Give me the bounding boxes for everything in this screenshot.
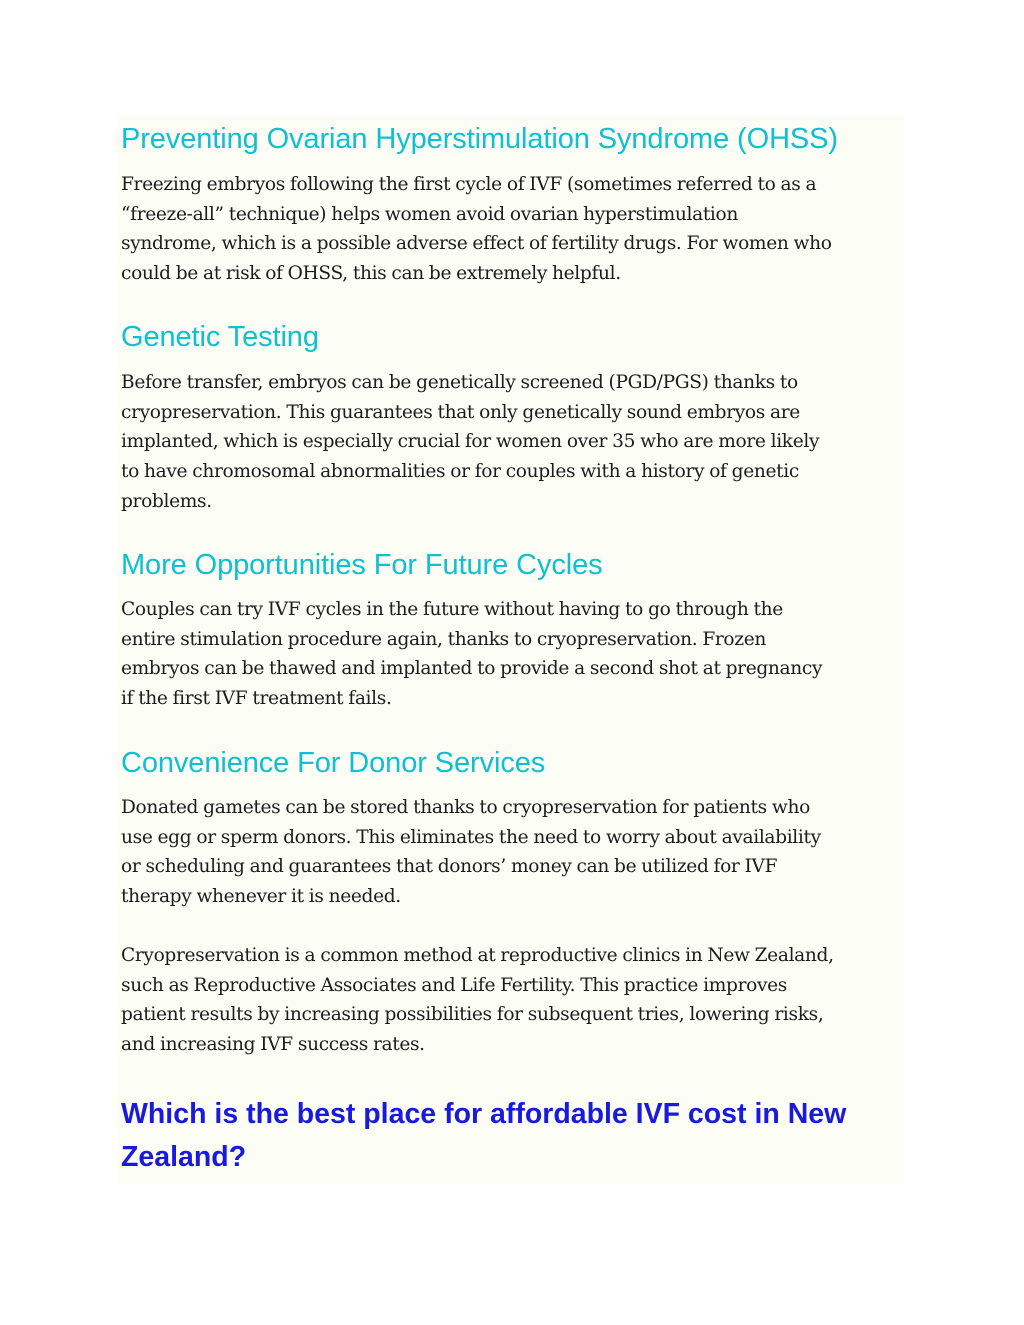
heading-genetic-testing: Genetic Testing [121,321,319,353]
paragraph-line: Freezing embryos following the first cycle of IVF (sometimes referred to as a [121,174,817,195]
paragraph-future-cycles [121,595,911,714]
paragraph-line: entire stimulation procedure again, thanks to cryopreservation. Frozen [121,628,766,650]
paragraph-line: cryopreservation. This guarantees that only genetically sound embryos are [121,401,800,423]
paragraph-line: if the first IVF treatment fails. [121,688,392,710]
heading-best-place-question [121,1093,911,1179]
paragraph-line: Donated gametes can be stored thanks to cryopreservation for patients who [121,797,810,818]
paragraph-line: such as Reproductive Associates and Life Fertility. This practice improves [121,974,787,996]
paragraph-line: and increasing IVF success rates. [121,1034,425,1056]
heading-line: Zealand? [121,1141,247,1173]
heading-line: Which is the best place for affordable IVF cost in New [121,1098,847,1130]
paragraph-line: embryos can be thawed and implanted to provide a second shot at pregnancy [121,658,823,680]
paragraph-line: patient results by increasing possibilities for subsequent tries, lowering risks, [121,1004,824,1026]
paragraph-ohss [121,170,911,289]
paragraph-line: could be at risk of OHSS, this can be extremely helpful. [121,263,621,285]
paragraph-line: or scheduling and guarantees that donors’ money can be utilized for IVF [121,856,778,878]
paragraph-line: syndrome, which is a possible adverse effect of fertility drugs. For women who [121,233,832,255]
heading-ohss: Preventing Ovarian Hyperstimulation Syndrome (OHSS) [121,123,838,155]
paragraph-line: Couples can try IVF cycles in the future without having to go through the [121,599,783,620]
paragraph-line: use egg or sperm donors. This eliminates the need to worry about availability [121,826,821,848]
paragraph-genetic-testing [121,368,911,517]
paragraph-closing [121,941,911,1060]
article-panel [117,116,904,1184]
paragraph-donor-services [121,793,911,912]
paragraph-line: Cryopreservation is a common method at reproductive clinics in New Zealand, [121,945,834,966]
paragraph-line: problems. [121,490,212,512]
heading-future-cycles: More Opportunities For Future Cycles [121,549,603,581]
paragraph-line: therapy whenever it is needed. [121,886,401,908]
paragraph-line: Before transfer, embryos can be genetically screened (PGD/PGS) thanks to [121,372,798,393]
paragraph-line: to have chromosomal abnormalities or for couples with a history of genetic [121,461,799,483]
heading-donor-services: Convenience For Donor Services [121,747,546,779]
paragraph-line: implanted, which is especially crucial for women over 35 who are more likely [121,431,820,453]
paragraph-line: “freeze-all” technique) helps women avoid ovarian hyperstimulation [121,203,739,225]
